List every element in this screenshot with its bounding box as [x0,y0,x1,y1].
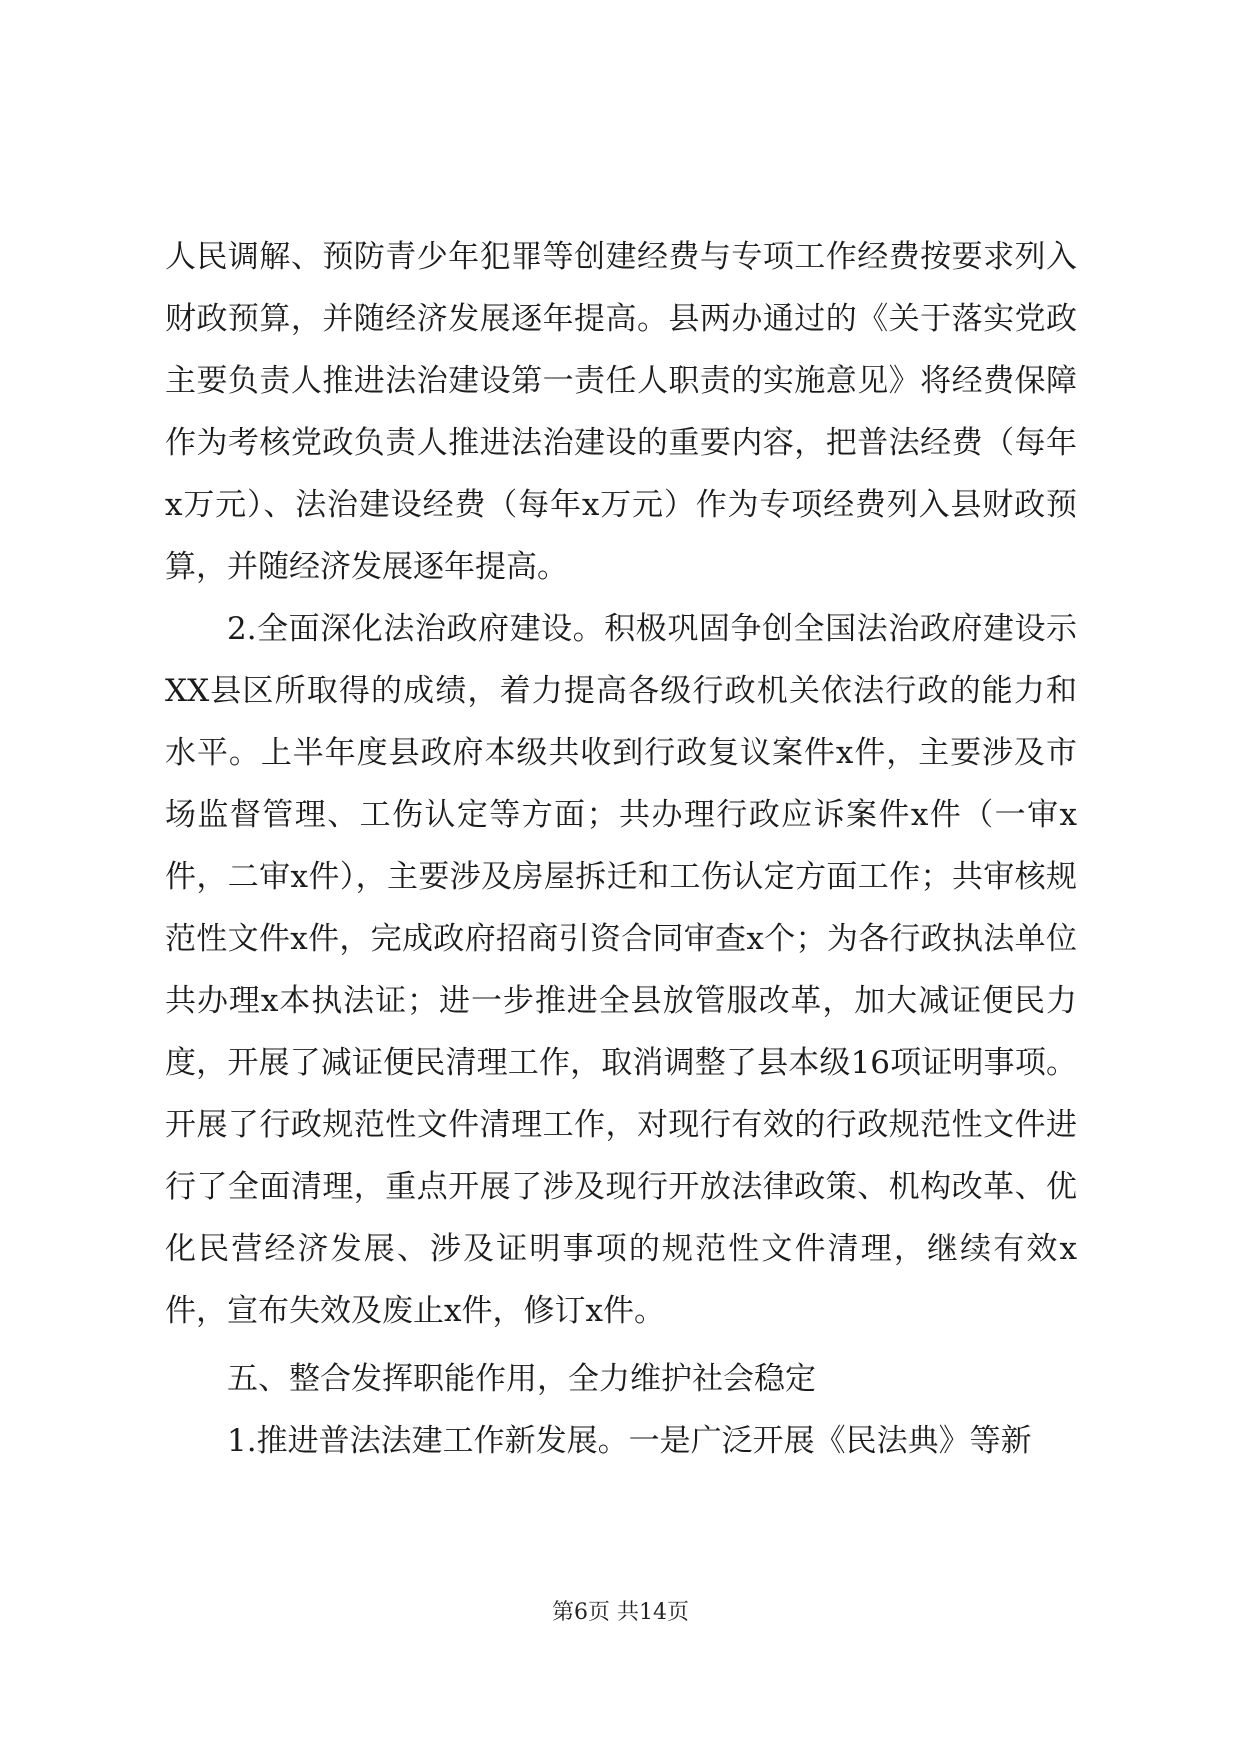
paragraph-legal-government: 2.全面深化法治政府建设。积极巩固争创全国法治政府建设示XX县区所取得的成绩，着力提高各级行政机关依法行政的能力和水平。上半年度县政府本级共收到行政复议案件x件，主要涉及市场监督管理、工伤认定等方面；共办理行政应诉案件x件（一审x件，二审x件），主要涉及房屋拆迁和工伤认定方面工作；共审核规范性文件x件，完成政府招商引资合同审查x个；为各行政执法单位共办理x本执法证；进一步推进全县放管服改革，加大减证便民力度，开展了减证便民清理工作，取消调整了县本级16项证明事项。开展了行政规范性文件清理工作，对现行有效的行政规范性文件进行了全面清理，重点开展了涉及现行开放法律政策、机构改革、优化民营经济发展、涉及证明事项的规范性文件清理，继续有效x件，宣布失效及废止x件，修订x件。 [165,611,1077,1329]
section-heading: 五、整合发挥职能作用，全力维护社会稳定 [227,1361,816,1397]
page-number-footer: 第6页 共14页 [552,1600,689,1625]
paragraph-legal-education: 1.推进普法法建工作新发展。一是广泛开展《民法典》等新 [227,1423,1032,1459]
document-body [165,226,1077,1472]
paragraph-continuation: 人民调解、预防青少年犯罪等创建经费与专项工作经费按要求列入财政预算，并随经济发展逐年提高。县两办通过的《关于落实党政主要负责人推进法治建设第一责任人职责的实施意见》将经费保障作为考核党政负责人推进法治建设的重要内容，把普法经费（每年x万元）、法治建设经费（每年x万元）作为专项经费列入县财政预算，并随经济发展逐年提高。 [165,239,1077,585]
